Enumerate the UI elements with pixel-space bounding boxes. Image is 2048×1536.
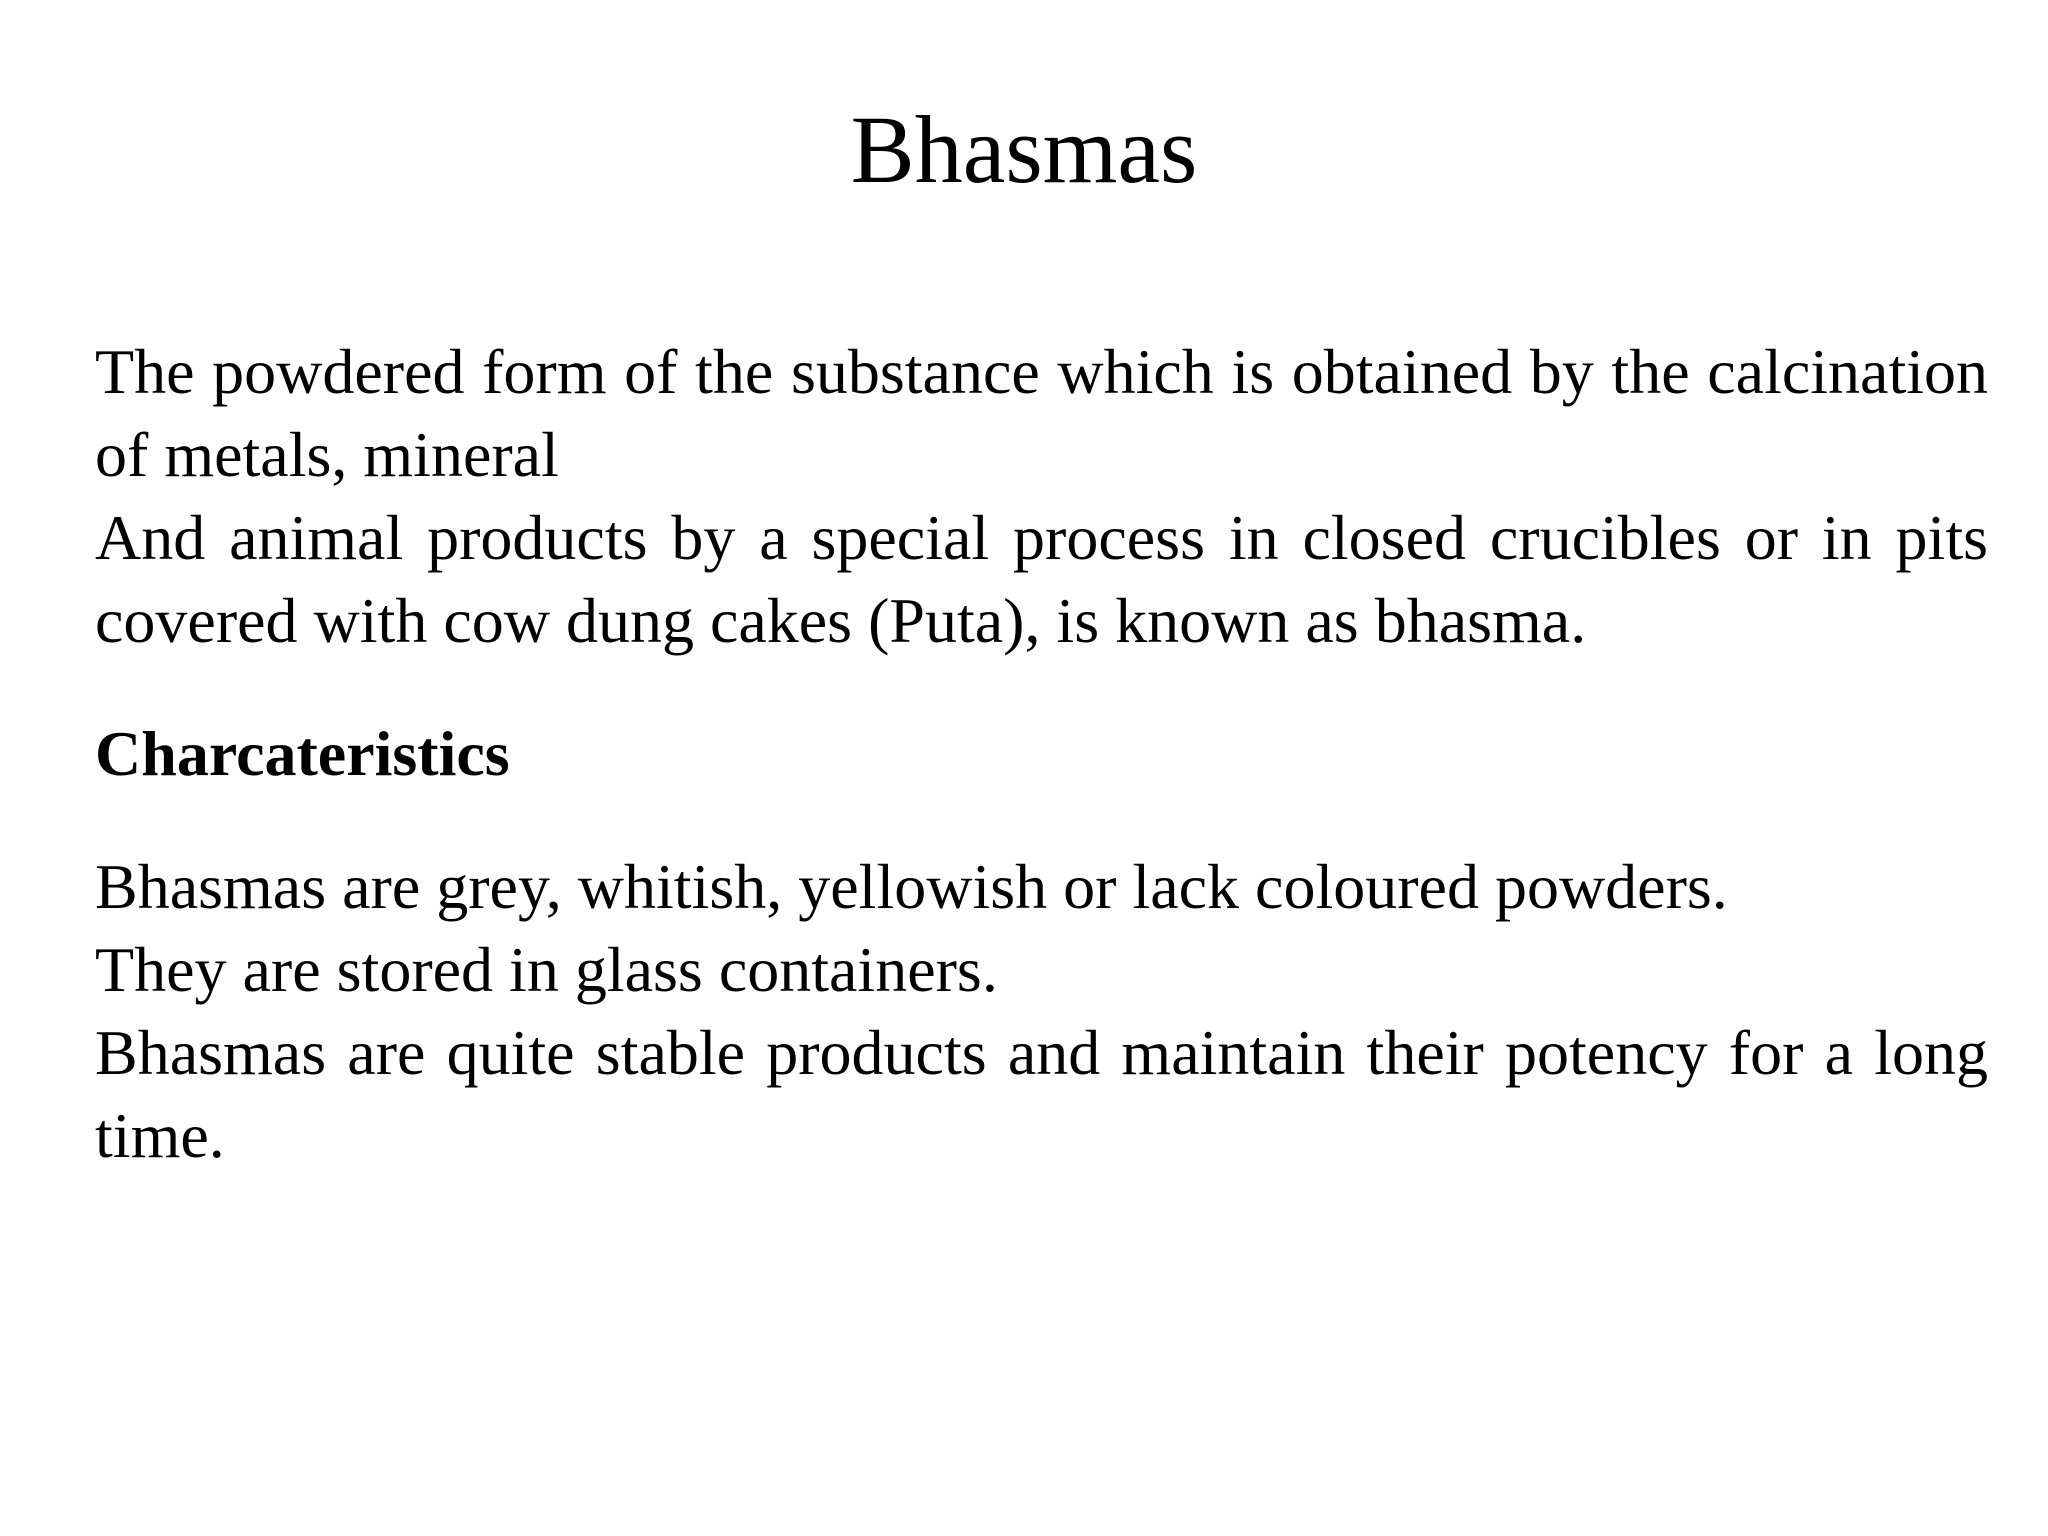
- spacer: [95, 662, 1988, 712]
- spacer: [95, 795, 1988, 845]
- definition-line-2: And animal products by a special process in closed crucibles or in pits covered with cow dung cakes (Puta), is known as bhasma.: [95, 502, 1988, 656]
- characteristic-item: Bhasmas are quite stable products and maintain their potency for a long time.: [95, 1017, 1988, 1171]
- characteristic-item: Bhasmas are grey, whitish, yellowish or lack coloured powders.: [95, 851, 1728, 922]
- slide-body: [95, 330, 1988, 1177]
- characteristic-item: They are stored in glass containers.: [95, 934, 998, 1005]
- section-heading: Charcateristics: [95, 718, 510, 789]
- slide-title: Bhasmas: [850, 96, 1198, 203]
- definition-line-1: The powdered form of the substance which is obtained by the calcination of metals, mineral: [95, 336, 1988, 490]
